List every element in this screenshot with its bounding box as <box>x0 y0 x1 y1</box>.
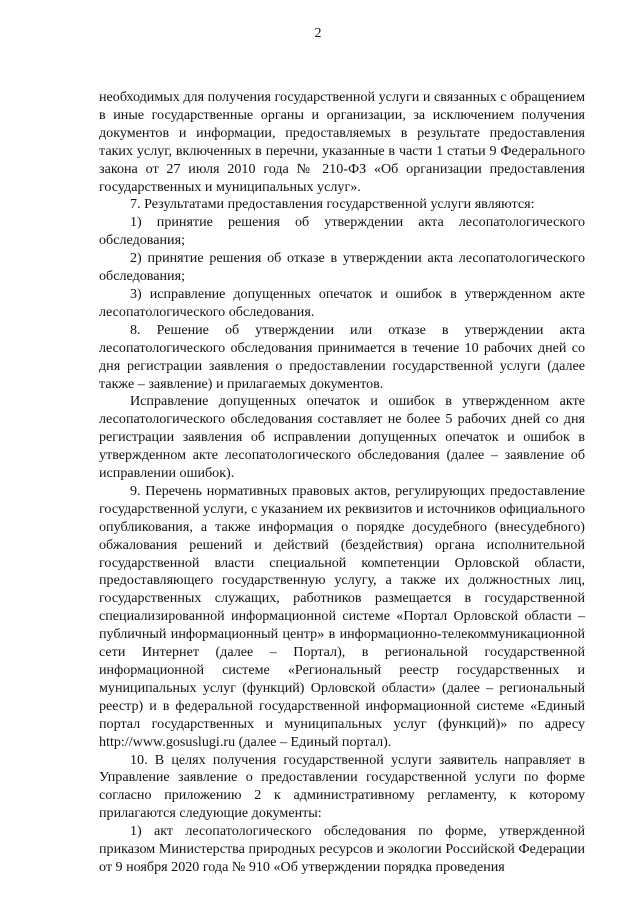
paragraph-result-1: 1) принятие решения об утверждении акта лесопатологического обследования; <box>99 214 585 249</box>
paragraph-item-9: 9. Перечень нормативных правовых актов, регулирующих предоставление государственной услуги, с указанием их реквизитов и источников официального опубликования, а также информация о порядке досудебного (внесудебного) обжалования решений и действий (бездействия) органа исполнительной государственной власти специальной компетенции Орловской области, предоставляющего государственную услугу, а также их должностных лиц, государственных служащих, работников размещается в государственной специализированной информационной системе «Портал Орловской области – публичный информационный центр» в информационно-телекоммуникационной сети Интернет (далее – Портал), в региональной государственной информационной системе «Региональный реестр государственных и муниципальных услуг (функций) Орловской области» (далее – региональный реестр) и в федеральной государственной информационной системе «Единый портал государственных и муниципальных услуг (функций)» по адресу http://www.gosuslugi.ru (далее – Единый портал). <box>99 482 585 750</box>
page-number: 2 <box>314 26 322 41</box>
document-body <box>99 89 585 877</box>
paragraph-error-correction: Исправление допущенных опечаток и ошибок в утвержденном акте лесопатологического обследования составляет не более 5 рабочих дней со дня регистрации заявления об исправлении допущенных опечаток и ошибок в утвержденном акте лесопатологического обследования (далее – заявление об исправлении ошибок). <box>99 393 585 482</box>
paragraph-document-1: 1) акт лесопатологического обследования по форме, утвержденной приказом Министерства природных ресурсов и экологии Российской Федерации от 9 ноября 2020 года № 910 «Об утверждении порядка проведения <box>99 823 585 875</box>
paragraph-item-8: 8. Решение об утверждении или отказе в утверждении акта лесопатологического обследования принимается в течение 10 рабочих дней со дня регистрации заявления о предоставлении государственной услуги (далее также – заявление) и прилагаемых документов. <box>99 321 585 392</box>
paragraph-result-3: 3) исправление допущенных опечаток и ошибок в утвержденном акте лесопатологического обследования. <box>99 285 585 320</box>
paragraph-item-7: 7. Результатами предоставления государственной услуги являются: <box>130 196 535 213</box>
paragraph-continuation: необходимых для получения государственной услуги и связанных с обращением в иные государственные органы и организации, за исключением получения документов и информации, предоставляемых в результате предоставления таких услуг, включенных в перечни, указанные в части 1 статьи 9 Федерального закона от 27 июля 2010 года № 210-ФЗ «Об организации предоставления государственных и муниципальных услуг». <box>99 89 585 195</box>
paragraph-item-10: 10. В целях получения государственной услуги заявитель направляет в Управление заявление о предоставлении государственной услуги по форме согласно приложению 2 к административному регламенту, к которому прилагаются следующие документы: <box>99 751 585 822</box>
paragraph-result-2: 2) принятие решения об отказе в утверждении акта лесопатологического обследования; <box>99 250 585 285</box>
